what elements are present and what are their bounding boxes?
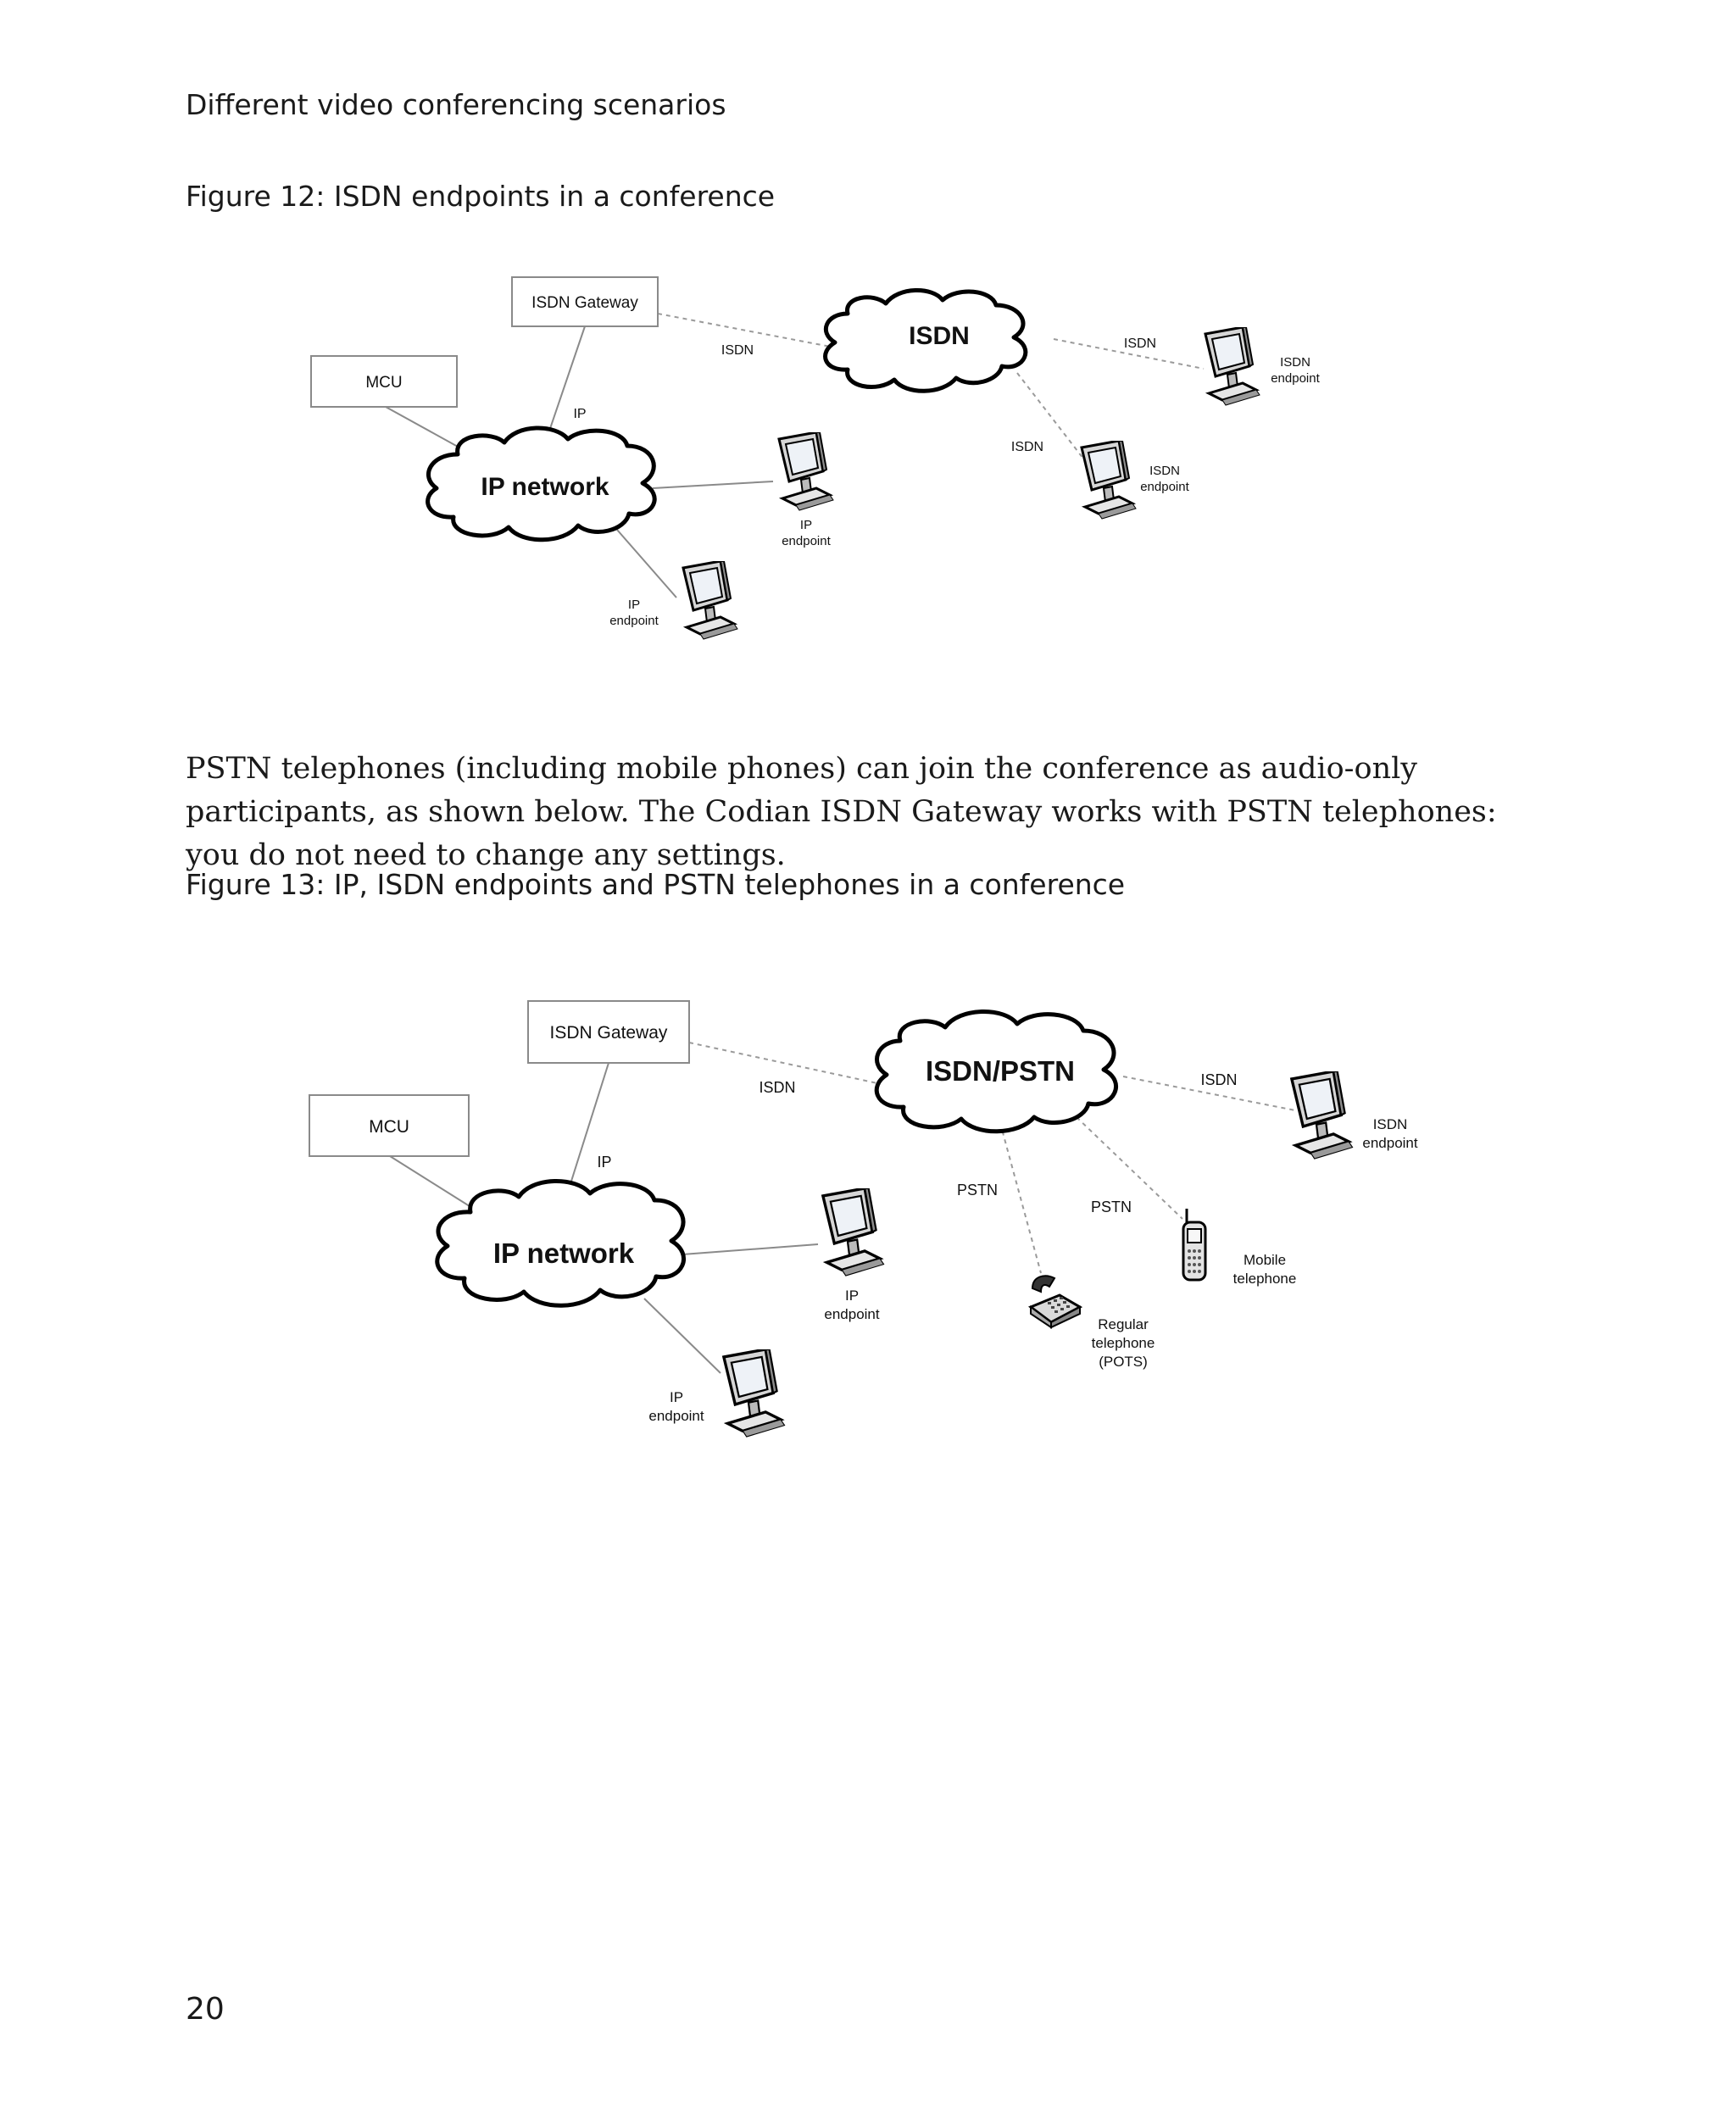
ip-endpoint-1-label-line1: IP <box>799 518 813 532</box>
figure-12-diagram <box>0 254 1736 661</box>
monitor-icon <box>823 1188 884 1276</box>
link-ip-endpoint2 <box>644 1299 721 1373</box>
link-label-isdn-endpoint: ISDN <box>1200 1071 1238 1088</box>
ip-endpoint-1 <box>823 1188 884 1322</box>
mcu-box <box>311 356 457 407</box>
monitor-icon <box>1205 327 1260 405</box>
isdn-endpoint-2 <box>1082 441 1190 519</box>
link-gateway-isdn-pstn <box>689 1043 877 1083</box>
mcu-box <box>309 1095 469 1156</box>
isdn-endpoint-1-label-line1: ISDN <box>1280 355 1310 370</box>
mobile-phone-icon <box>1183 1209 1205 1280</box>
isdn-gateway-box <box>528 1001 689 1063</box>
monitor-icon <box>1292 1071 1353 1159</box>
regular-telephone-label-line2: telephone <box>1091 1335 1155 1351</box>
monitor-icon <box>724 1349 785 1437</box>
mcu-label: MCU <box>369 1117 409 1137</box>
isdn-endpoint-label-line2: endpoint <box>1362 1135 1418 1151</box>
isdn-cloud-label: ISDN <box>909 322 970 350</box>
ip-network-cloud <box>428 428 655 540</box>
figure-12-caption: Figure 12: ISDN endpoints in a conference <box>186 180 776 213</box>
mcu-label: MCU <box>365 374 403 392</box>
monitor-icon <box>683 561 737 639</box>
ip-endpoint-1-label-line2: endpoint <box>824 1306 880 1322</box>
link-label-pstn-mobile: PSTN <box>1090 1199 1132 1215</box>
ip-endpoint-1 <box>779 432 833 548</box>
link-label-pstn-regular: PSTN <box>956 1182 999 1199</box>
link-pstn-regular <box>1000 1123 1041 1273</box>
ip-endpoint-1-label-line2: endpoint <box>782 534 831 548</box>
ip-endpoint-2-label-line1: IP <box>627 598 641 612</box>
desk-phone-icon <box>1031 1276 1080 1327</box>
isdn-pstn-cloud <box>876 1011 1116 1131</box>
ip-endpoint-2-label-line2: endpoint <box>609 614 659 628</box>
isdn-gateway-box <box>512 277 658 326</box>
isdn-endpoint-label-line1: ISDN <box>1372 1116 1408 1132</box>
regular-telephone <box>1031 1276 1155 1370</box>
running-header: Different video conferencing scenarios <box>186 88 726 121</box>
isdn-gateway-label: ISDN Gateway <box>549 1023 668 1043</box>
link-ip-endpoint2 <box>617 530 676 598</box>
isdn-endpoint <box>1292 1071 1418 1159</box>
ip-network-label: IP network <box>481 473 609 501</box>
figure-13-diagram <box>0 975 1736 1466</box>
link-ip-endpoint1 <box>682 1244 818 1254</box>
ip-endpoint-2-label-line2: endpoint <box>648 1408 704 1424</box>
isdn-endpoint-1-label-line2: endpoint <box>1271 371 1320 386</box>
link-label-gateway-isdn: ISDN <box>721 343 754 358</box>
link-gateway-isdn <box>658 314 835 348</box>
mobile-telephone-label-line2: telephone <box>1232 1271 1297 1287</box>
figure-13-caption: Figure 13: IP, ISDN endpoints and PSTN telephones in a conference <box>186 868 1126 901</box>
ip-endpoint-2 <box>609 561 737 639</box>
link-ip-endpoint1 <box>653 481 773 488</box>
isdn-gateway-label: ISDN Gateway <box>531 294 638 312</box>
ip-endpoint-1-label-line1: IP <box>844 1288 860 1304</box>
body-paragraph: PSTN telephones (including mobile phones) can join the conference as audio-only participants, as shown below. The Codian ISDN Gateway works with PSTN telephones: you do not need to change any settings. <box>186 752 1497 872</box>
link-label-gateway-ip: IP <box>573 407 587 421</box>
link-mcu-ip <box>390 1156 479 1212</box>
isdn-endpoint-2-label-line1: ISDN <box>1149 464 1180 478</box>
monitor-icon <box>1082 441 1136 519</box>
ip-endpoint-2 <box>648 1349 784 1437</box>
link-label-isdn-endpoint2: ISDN <box>1010 440 1044 454</box>
link-label-gateway-ip: IP <box>597 1154 612 1171</box>
isdn-cloud <box>826 290 1026 391</box>
link-label-gateway-isdn: ISDN <box>759 1079 796 1096</box>
page-number: 20 <box>186 1992 225 2027</box>
ip-endpoint-2-label-line1: IP <box>669 1389 684 1405</box>
monitor-icon <box>779 432 833 510</box>
isdn-pstn-cloud-label: ISDN/PSTN <box>925 1055 1076 1087</box>
mobile-telephone-label-line1: Mobile <box>1243 1252 1287 1268</box>
ip-network-label: IP network <box>492 1237 635 1269</box>
regular-telephone-label-line1: Regular <box>1098 1316 1149 1332</box>
isdn-endpoint-1 <box>1205 327 1321 405</box>
ip-network-cloud <box>437 1181 684 1305</box>
mobile-telephone <box>1183 1209 1296 1287</box>
regular-telephone-label-line3: (POTS) <box>1099 1354 1148 1370</box>
link-label-isdn-endpoint1: ISDN <box>1123 336 1157 351</box>
isdn-endpoint-2-label-line2: endpoint <box>1140 480 1189 494</box>
